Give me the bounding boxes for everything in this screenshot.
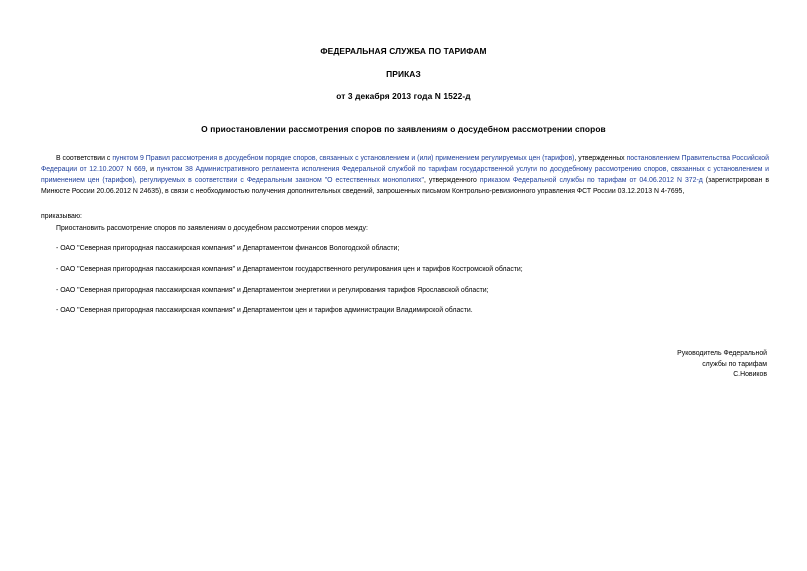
preamble-text-3: , и bbox=[145, 166, 157, 173]
document-title: О приостановлении рассмотрения споров по заявлениям о досудебном рассмотрении споров bbox=[201, 124, 606, 134]
preamble-text-2: , утвержденных bbox=[574, 155, 627, 162]
list-item: - ОАО "Северная пригородная пассажирская компания" и Департаментом цен и тарифов администрации Владимирской области. bbox=[56, 307, 473, 314]
preamble-text-4: , утвержденного bbox=[423, 177, 480, 184]
link-government-resolution[interactable]: постановлением Правительства Российской Федерации от 12.10.2007 N 669 bbox=[41, 155, 769, 173]
instruction-text: Приостановить рассмотрение споров по заявлениям о досудебном рассмотрении споров между: bbox=[56, 225, 368, 232]
link-fst-order-372[interactable]: приказом Федеральной службы по тарифам от 04.06.2012 N 372-д bbox=[479, 177, 703, 184]
signature-block bbox=[567, 349, 767, 381]
preamble-text-1: В соответствии с bbox=[56, 155, 113, 162]
list-item: - ОАО "Северная пригородная пассажирская компания" и Департаментом финансов Вологодской области; bbox=[56, 245, 400, 252]
signature-name: С.Новиков bbox=[733, 371, 767, 378]
preamble-text-5: (зарегистрирован в Минюсте России 20.06.2012 N 24635), в связи с необходимостью получения дополнительных сведений, запрошенных письмом Контрольно-ревизионного управления ФСТ России 03.12.2013 N 4-7695, bbox=[41, 177, 769, 195]
link-rules-point-9[interactable]: пунктом 9 Правил рассмотрения в досудебном порядке споров, связанных с установлением и (или) применением регулируемых цен (тарифов) bbox=[112, 155, 575, 162]
list-item: - ОАО "Северная пригородная пассажирская компания" и Департаментом государственного регулирования цен и тарифов Костромской области; bbox=[56, 266, 523, 273]
link-admin-regulation-point-38[interactable]: пунктом 38 Административного регламента исполнения Федеральной службой по тарифам государственной услуги по досудебному рассмотрению споров, связанных с установлением и применением цен (тарифов), регулируемых в соответствии с Федеральным законом "О естественных монополиях" bbox=[41, 166, 769, 184]
agency-name: ФЕДЕРАЛЬНАЯ СЛУЖБА ПО ТАРИФАМ bbox=[320, 46, 487, 56]
signature-position-line1: Руководитель Федеральной bbox=[677, 350, 767, 357]
order-word: приказываю: bbox=[41, 213, 82, 220]
document-date-number: от 3 декабря 2013 года N 1522-д bbox=[336, 91, 471, 101]
signature-position-line2: службы по тарифам bbox=[702, 360, 767, 368]
list-item: - ОАО "Северная пригородная пассажирская компания" и Департаментом энергетики и регулирования тарифов Ярославской области; bbox=[56, 287, 489, 294]
preamble-paragraph bbox=[41, 153, 769, 197]
document-type: ПРИКАЗ bbox=[386, 69, 421, 79]
